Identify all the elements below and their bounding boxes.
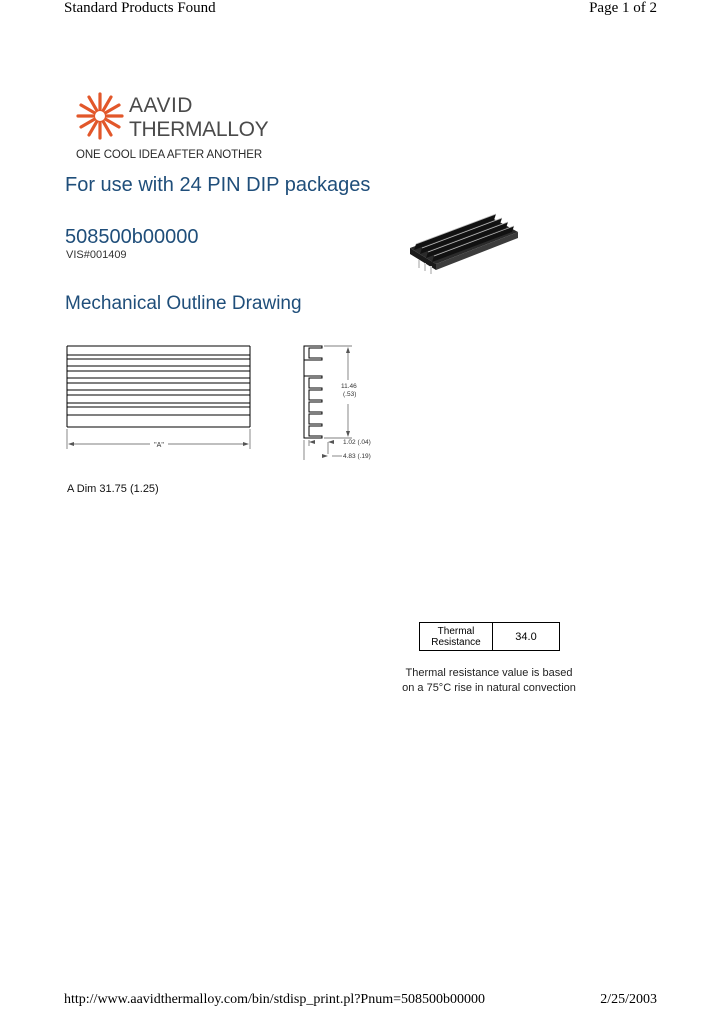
thermal-label-line2: Resistance xyxy=(431,636,481,648)
height-mm-label: 11.46 xyxy=(341,383,357,390)
product-headline: For use with 24 PIN DIP packages xyxy=(65,174,371,196)
thermal-resistance-value: 34.0 xyxy=(493,623,560,651)
width-dimension-label: 4.83 (.19) xyxy=(343,453,371,460)
side-view-drawing xyxy=(296,342,386,462)
logo-text-aavid: AAVID xyxy=(129,94,193,117)
vis-number: VIS#001409 xyxy=(66,249,127,261)
page-number: Page 1 of 2 xyxy=(589,0,657,16)
section-title: Mechanical Outline Drawing xyxy=(65,293,302,314)
height-in-label: (.53) xyxy=(343,391,357,398)
footer-date: 2/25/2003 xyxy=(600,992,657,1007)
footer-url: http://www.aavidthermalloy.com/bin/stdisp_print.pl?Pnum=508500b00000 xyxy=(64,992,485,1007)
logo-tagline: ONE COOL IDEA AFTER ANOTHER xyxy=(76,149,263,161)
a-dimension-value: A Dim 31.75 (1.25) xyxy=(67,483,159,495)
thermal-label-line1: Thermal xyxy=(437,625,475,637)
starburst-logo-icon xyxy=(76,92,124,140)
a-dimension-label: "A" xyxy=(154,442,164,449)
page-header-title: Standard Products Found xyxy=(64,0,216,16)
thermal-resistance-label xyxy=(420,623,493,651)
company-logo xyxy=(76,88,269,168)
heatsink-photo xyxy=(410,208,518,276)
logo-text-thermalloy: THERMALLOY xyxy=(129,118,269,141)
part-number: 508500b00000 xyxy=(65,226,199,248)
thermal-resistance-table xyxy=(419,622,560,651)
top-view-drawing xyxy=(66,343,256,455)
thermal-note xyxy=(394,666,584,696)
thermal-note-line1: Thermal resistance value is based xyxy=(405,667,573,679)
thermal-note-line2: on a 75°C rise in natural convection xyxy=(402,682,576,694)
thickness-dimension-label: 1.02 (.04) xyxy=(343,439,371,446)
